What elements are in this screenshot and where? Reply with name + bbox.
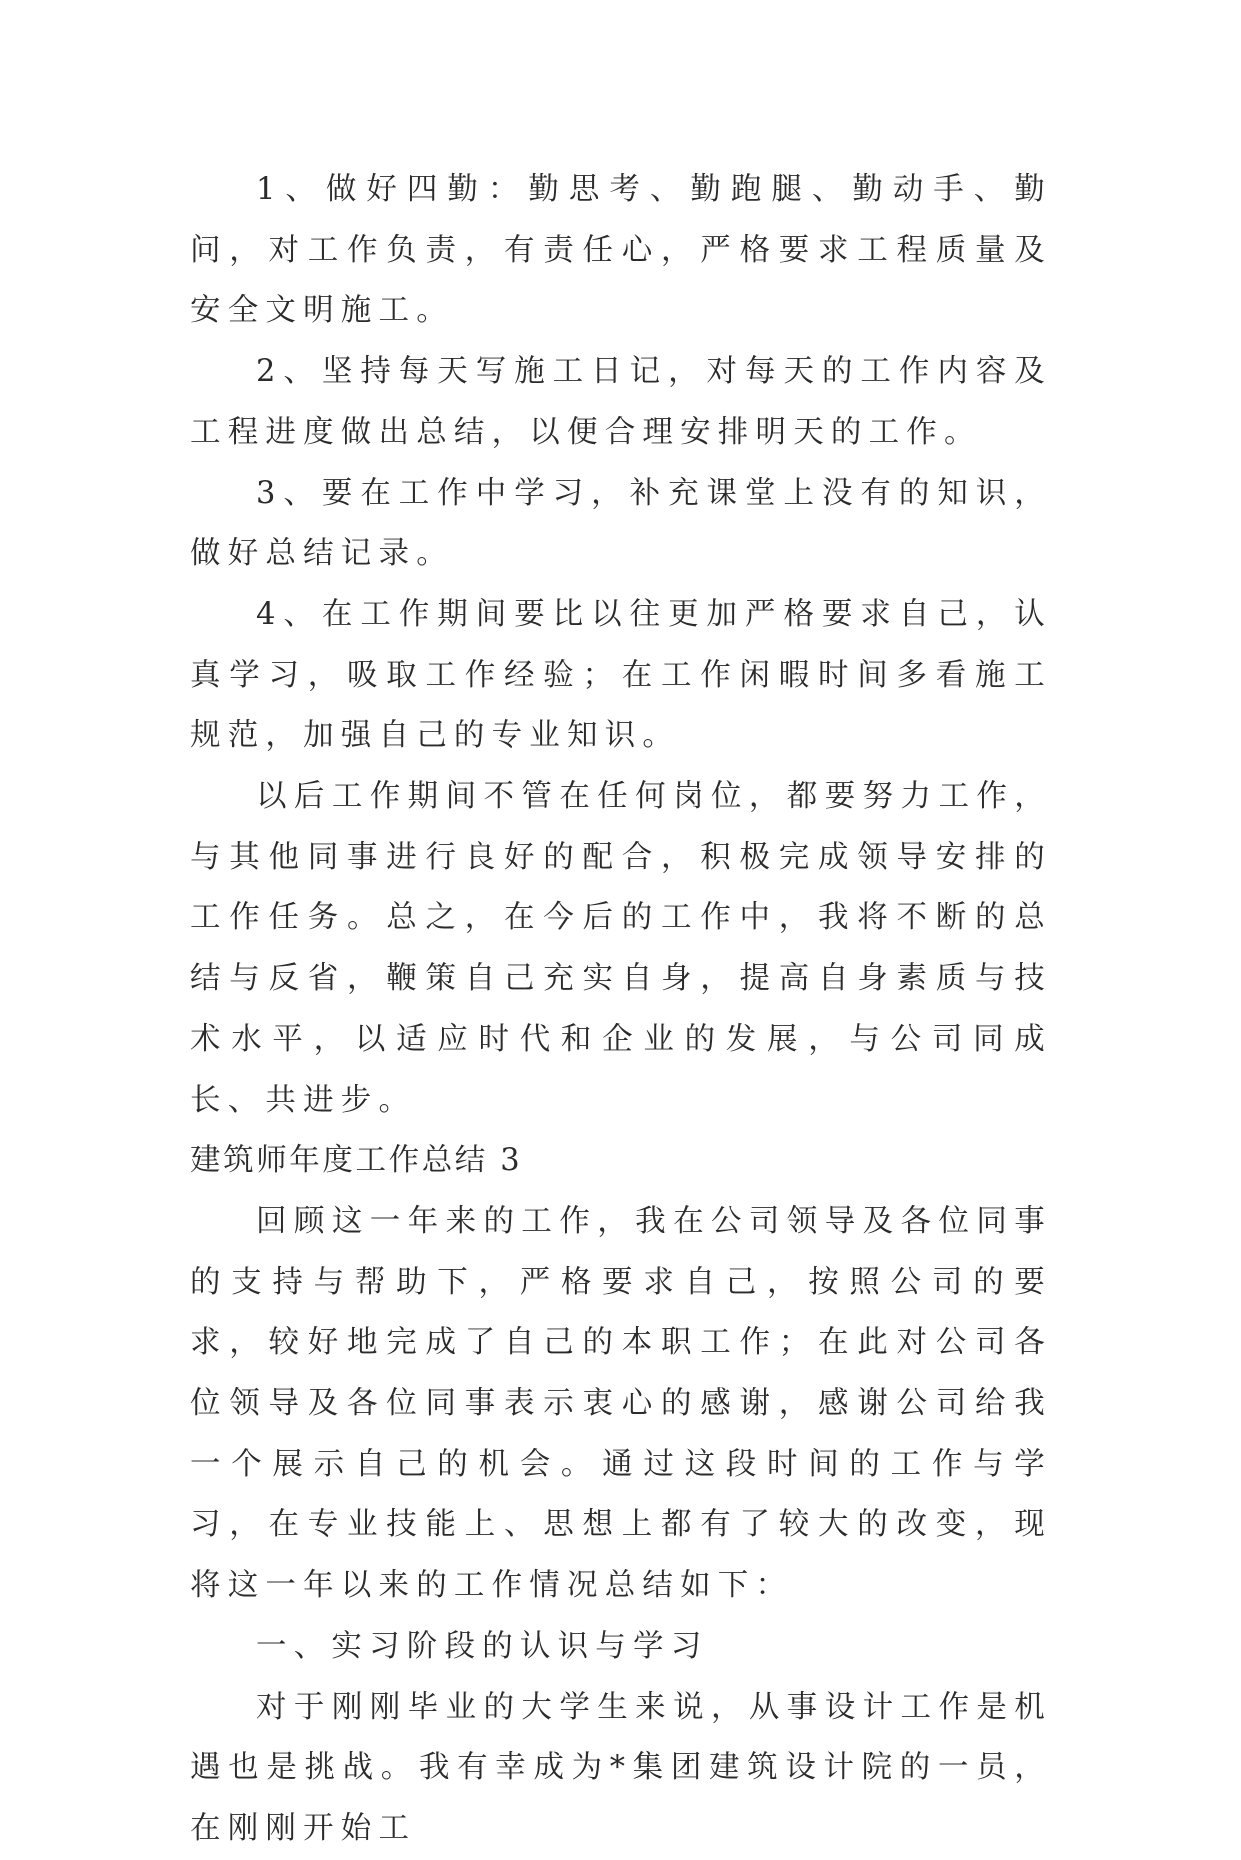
paragraph-closing: 以后工作期间不管在任何岗位，都要努力工作，与其他同事进行良好的配合，积极完成领导安排的工作任务。总之，在今后的工作中，我将不断的总结与反省，鞭策自己充实自身，提高自身素质与技术水平，以适应时代和企业的发展，与公司同成长、共进步。 [190,779,1052,1118]
paragraph-item-1: 1、做好四勤：勤思考、勤跑腿、勤动手、勤问，对工作负责，有责任心，严格要求工程质量及安全文明施工。 [190,172,1052,329]
paragraph-graduate: 对于刚刚毕业的大学生来说，从事设计工作是机遇也是挑战。我有幸成为*集团建筑设计院的一员，在刚刚开始工 [190,1689,1052,1846]
paragraph-item-2: 2、坚持每天写施工日记，对每天的工作内容及工程进度做出总结，以便合理安排明天的工作。 [190,354,1052,450]
paragraph-item-4: 4、在工作期间要比以往更加严格要求自己，认真学习，吸取工作经验；在工作闲暇时间多看施工规范，加强自己的专业知识。 [190,596,1052,754]
section-heading: 建筑师年度工作总结 3 [190,1143,523,1179]
document-body [190,160,1052,1860]
paragraph-item-3: 3、要在工作中学习，补充课堂上没有的知识，做好总结记录。 [190,475,1052,572]
subheading-internship: 一、实习阶段的认识与学习 [256,1628,709,1664]
paragraph-review: 回顾这一年来的工作，我在公司领导及各位同事的支持与帮助下，严格要求自己，按照公司的要求，较好地完成了自己的本职工作；在此对公司各位领导及各位同事表示衷心的感谢，感谢公司给我一个展示自己的机会。通过这段时间的工作与学习，在专业技能上、思想上都有了较大的改变，现将这一年以来的工作情况总结如下： [190,1203,1052,1604]
